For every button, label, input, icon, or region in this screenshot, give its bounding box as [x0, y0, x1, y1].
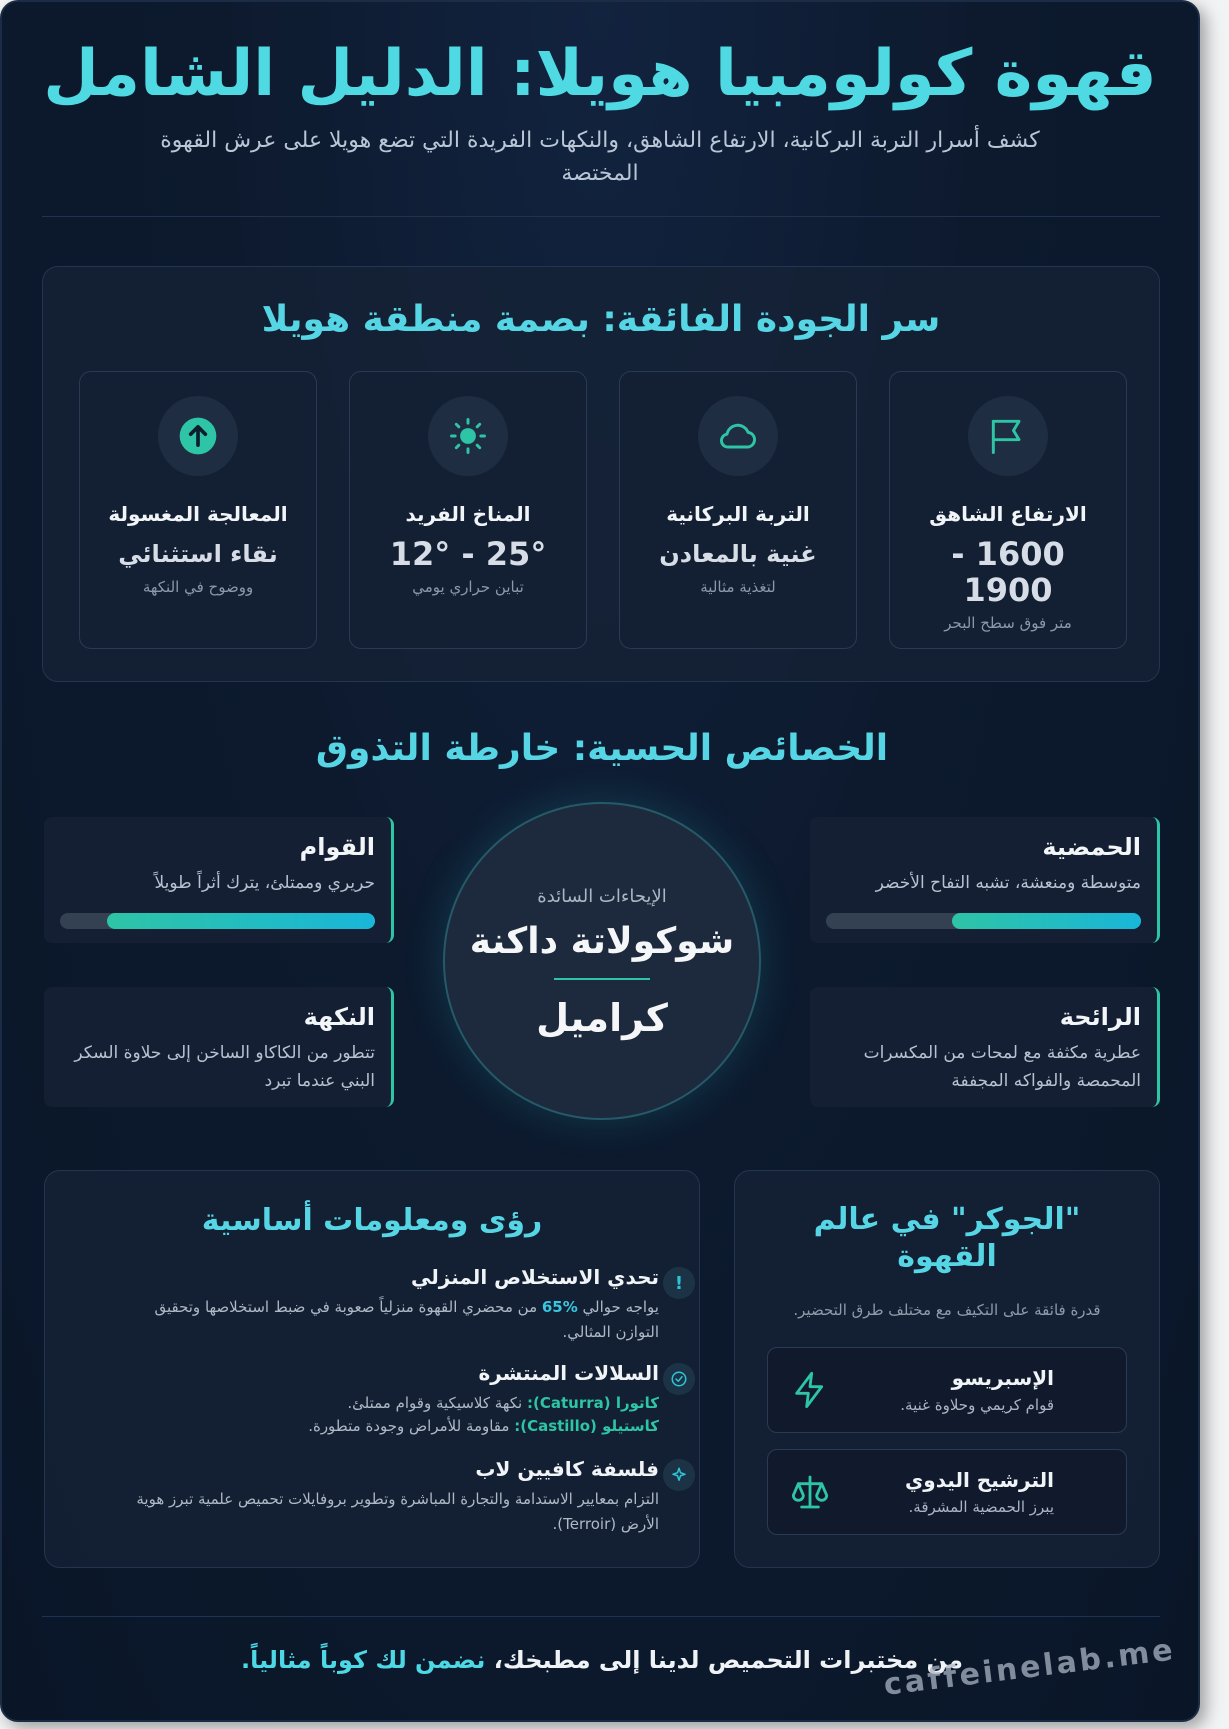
- aroma-text: عطرية مكثفة مع لمحات من المكسرات المحمصة والفواكه المجففة: [863, 1043, 1141, 1091]
- method-pour-over: [767, 1449, 1127, 1535]
- card-altitude: [889, 371, 1127, 649]
- insight-text-pre: يواجه حوالي: [577, 1298, 659, 1316]
- insight-text: التزام بمعايير الاستدامة والتجارة المباشرة وتطوير بروفايلات تحميص علمية تبرز هوية الأرض (Terroir).: [136, 1490, 659, 1533]
- card-value: غنية بالمعادن: [659, 540, 817, 568]
- quality-panel: [42, 266, 1160, 682]
- card-value: نقاء استثنائي: [118, 540, 278, 568]
- card-note: ووضوح في النكهة: [142, 578, 254, 596]
- variety-caturra-label: كاتورا (Caturra):: [526, 1394, 659, 1412]
- insight-title: تحدي الاستخلاص المنزلي: [411, 1265, 659, 1289]
- card-note: متر فوق سطح البحر: [944, 614, 1072, 632]
- dominant-note-main: شوكولاتة داكنة: [469, 921, 735, 962]
- joker-title: "الجوكر" في عالم القهوة: [813, 1202, 1081, 1274]
- insight-title: فلسفة كافيين لاب: [475, 1457, 659, 1481]
- card-title: الارتفاع الشاهق: [929, 502, 1087, 526]
- sun-icon: [428, 396, 508, 476]
- card-soil: [619, 371, 857, 649]
- watermark: caffeinelab.me: [881, 1632, 1178, 1703]
- divider: [42, 1616, 1160, 1617]
- flag-icon: [968, 396, 1048, 476]
- card-processing: [79, 371, 317, 649]
- dominant-notes-label: الإيحاءات السائدة: [537, 886, 667, 907]
- aroma-box: [810, 987, 1160, 1107]
- acidity-box: [810, 817, 1160, 943]
- page-header: [2, 2, 1198, 190]
- sensory-title: الخصائص الحسية: خارطة التذوق: [315, 728, 889, 769]
- footer-main: من مختبرات التحميص لدينا إلى مطبخك،: [485, 1646, 963, 1674]
- body-bar-fill: [107, 913, 375, 929]
- insight-philosophy: [111, 1457, 659, 1537]
- exclamation-icon: !: [663, 1267, 695, 1299]
- check-badge-icon: [663, 1363, 695, 1395]
- card-title: التربة البركانية: [666, 502, 810, 526]
- insight-varieties: [111, 1361, 659, 1439]
- page-title: قهوة كولومبيا هويلا: الدليل الشامل: [43, 37, 1157, 111]
- acidity-title: الحمضية: [1042, 833, 1141, 861]
- quality-title: سر الجودة الفائقة: بصمة منطقة هويلا: [261, 299, 941, 340]
- insight-text-post: من محضري القهوة منزلياً صعوبة في ضبط استخلاصها وتحقيق التوازن المثالي.: [154, 1298, 659, 1341]
- method-espresso: [767, 1347, 1127, 1433]
- body-bar: [60, 913, 375, 929]
- sparkle-icon: [663, 1459, 695, 1491]
- circle-divider: [554, 978, 650, 980]
- acidity-text: متوسطة ومنعشة، تشبه التفاح الأخضر: [875, 873, 1141, 893]
- card-title: المناخ الفريد: [405, 502, 531, 526]
- insight-extraction: [111, 1265, 684, 1345]
- card-note: لتغذية مثالية: [700, 578, 776, 596]
- insight-highlight: 65%: [541, 1298, 578, 1316]
- flavor-text: تتطور من الكاكاو الساخن إلى حلاوة السكر البني عندما تبرد: [74, 1043, 375, 1091]
- method-text: قوام كريمي وحلاوة غنية.: [900, 1396, 1054, 1414]
- card-value: 1600 - 1900: [951, 535, 1065, 609]
- flavor-box: [44, 987, 394, 1107]
- method-text: يبرز الحمضية المشرقة.: [908, 1498, 1054, 1516]
- joker-panel: [734, 1170, 1160, 1568]
- insight-title: السلالات المنتشرة: [478, 1361, 659, 1385]
- dominant-note-secondary: كراميل: [536, 996, 668, 1040]
- scale-icon: [790, 1472, 830, 1512]
- aroma-title: الرائحة: [1059, 1003, 1141, 1031]
- footer-highlight: نضمن لك كوباً مثالياً.: [241, 1646, 486, 1674]
- acidity-bar: [826, 913, 1141, 929]
- card-climate: [349, 371, 587, 649]
- variety-castillo-text: مقاومة للأمراض وجودة متطورة.: [308, 1417, 515, 1435]
- insights-title: رؤى ومعلومات أساسية: [201, 1203, 543, 1238]
- card-note: تباين حراري يومي: [412, 578, 524, 596]
- card-value: 12° - 25°: [389, 535, 547, 573]
- body-title: القوام: [299, 833, 375, 861]
- insight-text: [111, 1295, 659, 1345]
- method-title: الإسبريسو: [951, 1366, 1054, 1390]
- insights-panel: [44, 1170, 700, 1568]
- card-title: المعالجة المغسولة: [108, 502, 288, 526]
- variety-caturra-text: نكهة كلاسيكية وقوام ممتلئ.: [347, 1394, 527, 1412]
- insight-text: [111, 1391, 659, 1439]
- page-subtitle: كشف أسرار التربة البركانية، الارتفاع الشاهق، والنكهات الفريدة التي تضع هويلا على عرش القهوة المختصة: [160, 127, 1040, 186]
- cloud-icon: [698, 396, 778, 476]
- body-text: حريري وممتلئ، يترك أثراً طويلاً: [154, 873, 375, 893]
- acidity-bar-fill: [952, 913, 1141, 929]
- flavor-title: النكهة: [303, 1003, 375, 1031]
- dominant-notes-circle: [443, 802, 761, 1120]
- variety-castillo-label: كاستيلو (Castillo):: [514, 1417, 659, 1435]
- arrow-up-circle-icon: [158, 396, 238, 476]
- method-title: الترشيح اليدوي: [904, 1468, 1054, 1492]
- lightning-icon: [790, 1370, 830, 1410]
- joker-subtitle: قدرة فائقة على التكيف مع مختلف طرق التحضير.: [793, 1301, 1101, 1319]
- body-box: [44, 817, 394, 943]
- divider: [42, 216, 1160, 217]
